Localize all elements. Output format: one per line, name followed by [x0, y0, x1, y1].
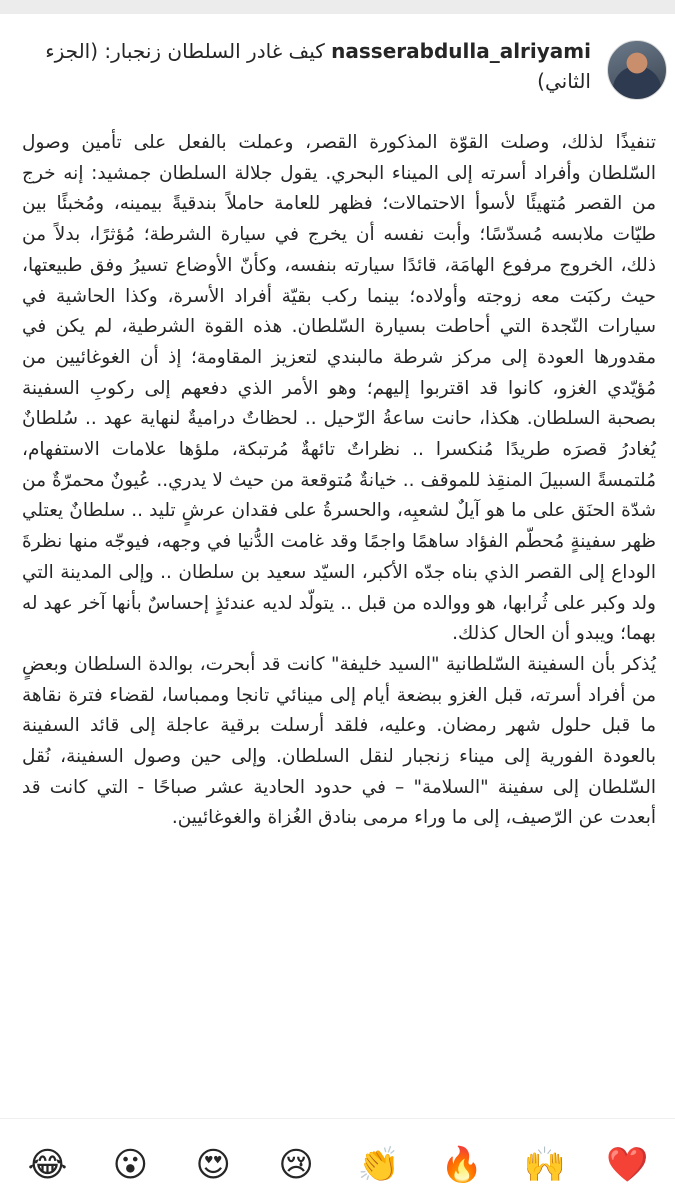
status-bar-strip	[0, 0, 675, 14]
heart-eyes-face-icon[interactable]: 😍	[195, 1145, 231, 1185]
caption-paragraph: تنفيذًا لذلك، وصلت القوّة المذكورة القصر، وعملت بالفعل على تأمين وصول السّلطان وأفراد أسرته إلى الميناء البحري. يقول جلالة السلطان جمشيد: إنه خرج من القصر مُتهيئًا لأسوأ الاحتمالات؛ فظهر للعامة حاملاً بندقيةً بيمينه، ومُخبئًا بين طيّات ملابسه مُسدّسًا؛ وأبت نفسه أن يخرج في سيارة الشرطة؛ مُؤثرًا، بدلاً من ذلك، الخروج مرفوع الهامَة، قائدًا سيارته بنفسه، وكأنّ الأوضاع تسيرُ وفق طبيعتها، حيث ركبَت معه زوجته وأولاده؛ بينما ركب بقيّة أفراد الأسرة، وكذا الحاشية في سيارات النّجدة التي أحاطت بسيارة السّلطان. هذه القوة الشرطية، لم يكن في مقدورها العودة إلى مركز شرطة مالبندي لتعزيز المقاومة؛ إذ أن الغوغائيين من مُؤيّدي الغزو، كانوا قد اقتربوا إليهم؛ وهو الأمر الذي دفعهم إلى ركوبِ السفينة بصحبة السلطان. هكذا، حانت ساعةُ الرّحيل .. لحظاتٌ دراميةٌ لنهاية عهد .. سُلطانٌ يُغادرُ قصرَه طريدًا مُنكسرا .. نظراتٌ تائهةٌ مُرتبكة، ملؤها علامات الاستفهام، مُلتمسةً السبيلَ المنقِذ للموقف .. خيانةٌ مُتوقعة من حيث لا يدري.. عُيونٌ محمرّةٌ من شدّة الحنَق على ما هو آيلٌ لشعبِه، والحسرةُ على فقدان عرشٍ تليد .. سلطانٌ يعتلي ظهر سفينةٍ مُحطّم الفؤاد ساهمًا واجمًا وقد غامت الدُّنيا في وجهه، فيوجّه منها نظرةَ الوداع إلى القصر الذي بناه جدّه الأكبر، السيّد سعيد بن سلطان .. وإلى المدينة التي ولد وكبر على ثُرابها، هو ووالده من قبل .. يتولّد لديه عندئذٍ إحساسٌ بأنها آخر عهد له بهما؛ ويبدو أن الحال كذلك.	[22, 132, 656, 645]
crying-face-icon[interactable]: 😢	[278, 1145, 314, 1185]
fire-icon[interactable]: 🔥	[440, 1145, 483, 1185]
crying-laughing-face-icon[interactable]: 😂	[27, 1145, 68, 1185]
caption-paragraph: يُذكر بأن السفينة السّلطانية "السيد خليفة" كانت قد أبحرت، بوالدة السلطان وبعضٍ من أفراد أسرته، قبل الغزو ببضعة أيام إلى مينائي تانجا وممباسا، لقضاء فترة نقاهة ما قبل حلول شهر رمضان. وعليه، فلقد أرسلت برقية عاجلة إلى قائد السفينة بالعودة الفورية إلى ميناء زنجبار لنقل السلطان. وإلى حين وصول السفينة، نُقل السّلطان إلى سفينة "السلامة" – في حدود الحادية عشر صباحًا - التي كانت قد أبعدت عن الرّصيف، إلى ما وراء مرمى بنادق الغُزاة والغوغائيين.	[22, 653, 656, 829]
avatar[interactable]	[607, 40, 667, 100]
caption-body	[22, 128, 656, 834]
red-heart-icon[interactable]: ❤️	[606, 1145, 649, 1185]
username-link[interactable]: nasserabdulla_alriyami	[331, 39, 591, 63]
quick-reactions-bar	[0, 1140, 675, 1190]
divider	[0, 1118, 675, 1119]
post-title: كيف غادر السلطان زنجبار: (الجزء الثاني)	[45, 39, 591, 93]
clapping-hands-icon[interactable]: 👏	[357, 1145, 401, 1185]
raising-hands-icon[interactable]: 🙌	[523, 1145, 566, 1185]
caption-header	[31, 36, 591, 96]
surprised-face-icon[interactable]: 😮	[112, 1145, 149, 1185]
